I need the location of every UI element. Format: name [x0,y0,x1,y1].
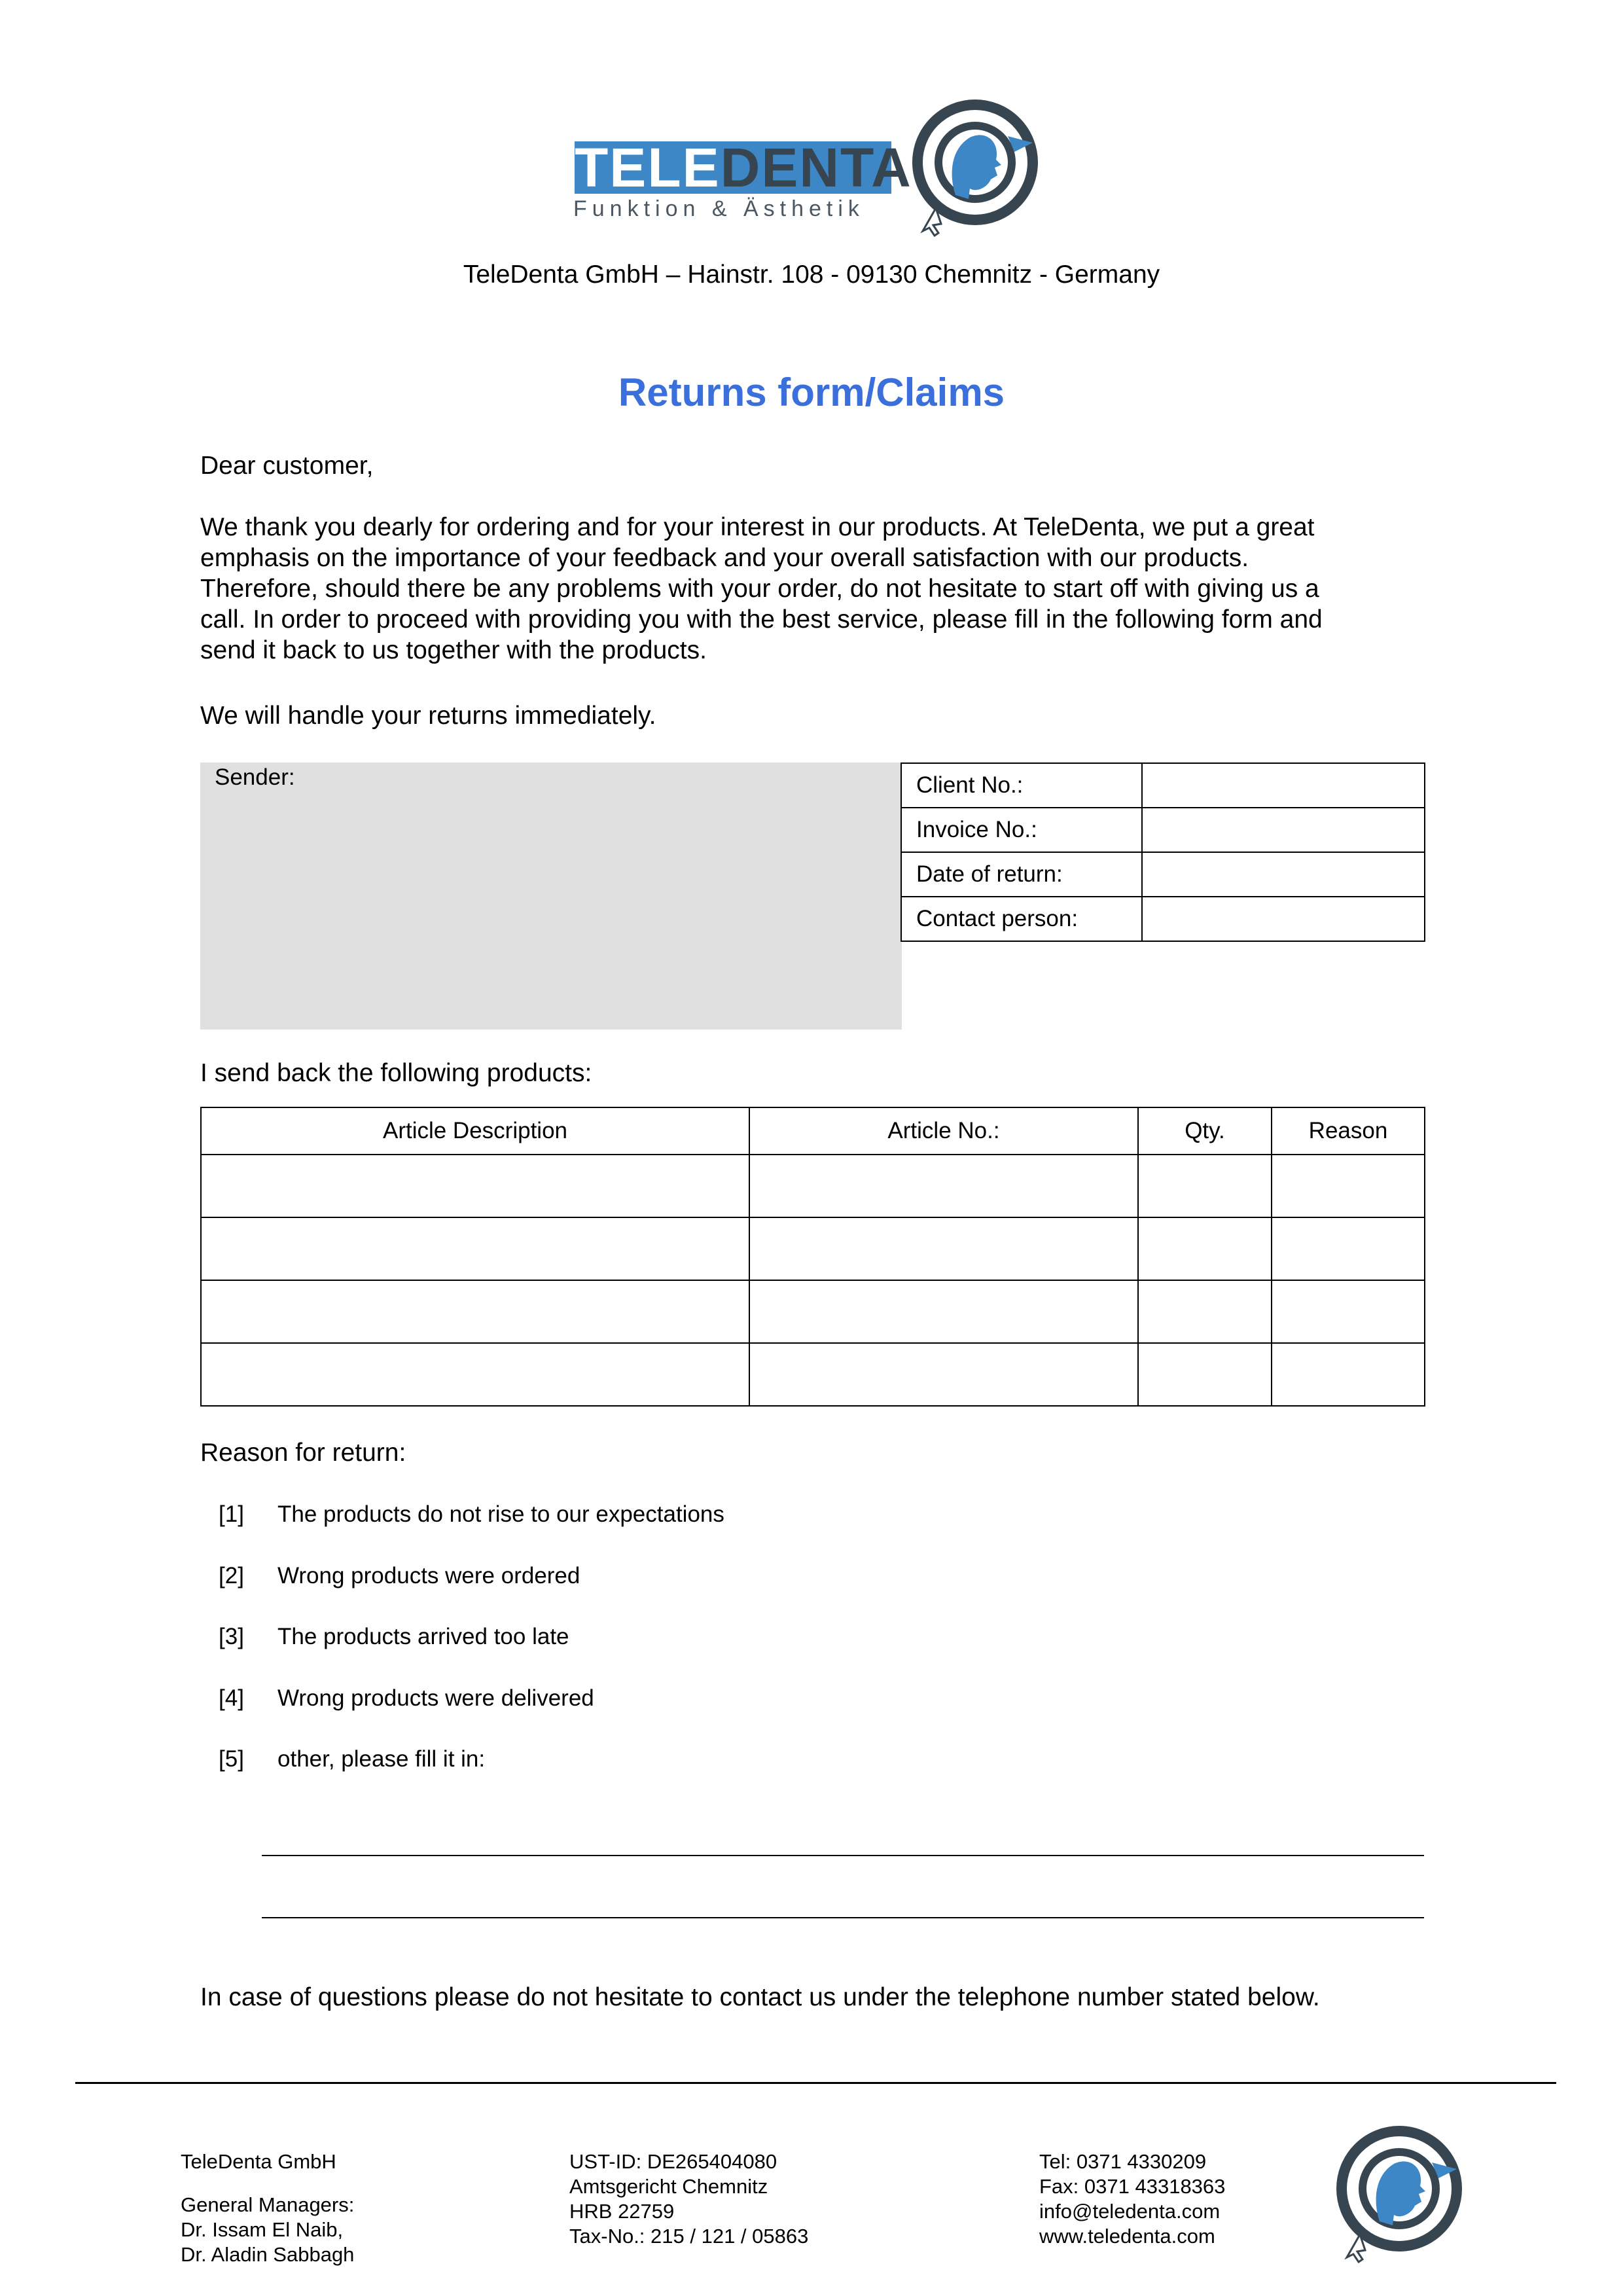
footer-gm-label: General Managers: [181,2193,355,2216]
footer-logo-icon [1334,2123,1465,2263]
reason-item-2 [219,1563,580,1589]
invoice-no-field[interactable] [1142,808,1425,852]
reason-cell[interactable] [1272,1280,1425,1343]
footer-gm-name: Dr. Issam El Naib, [181,2218,344,2241]
reason-cell[interactable] [1272,1217,1425,1280]
description-cell[interactable] [201,1280,749,1343]
reason-number: [2] [219,1563,244,1588]
table-row [201,1343,1425,1406]
footer-tax: Tax-No.: 215 / 121 / 05863 [569,2225,809,2248]
footer-gm-name: Dr. Aladin Sabbagh [181,2243,355,2266]
closing-text: In case of questions please do not hesitate to contact us under the telephone number stated below. [200,1983,1320,2011]
reason-text: Wrong products were ordered [277,1563,580,1588]
reason-number: [4] [219,1685,244,1711]
qty-cell[interactable] [1138,1155,1272,1217]
article-no-cell[interactable] [749,1280,1138,1343]
footer-ust: UST-ID: DE265404080 [569,2150,777,2173]
reason-text: other, please fill it in: [277,1746,486,1772]
qty-cell[interactable] [1138,1280,1272,1343]
logo-tagline: Funktion & Ästhetik [573,196,865,221]
footer-divider [75,2082,1556,2084]
salutation: Dear customer, [200,452,374,480]
products-intro: I send back the following products: [200,1059,592,1087]
reason-text: The products arrived too late [277,1624,569,1649]
footer-registration-column [569,2149,808,2249]
reason-number: [5] [219,1746,244,1772]
other-reason-line[interactable] [262,1855,1424,1856]
article-no-cell[interactable] [749,1343,1138,1406]
logo-tele: TELE [575,137,721,198]
footer-web[interactable]: www.teledenta.com [1039,2225,1215,2248]
handle-statement: We will handle your returns immediately. [200,702,656,730]
reason-text: The products do not rise to our expectations [277,1501,724,1527]
qty-cell[interactable] [1138,1343,1272,1406]
footer-fax: Fax: 0371 43318363 [1039,2175,1226,2198]
qty-cell[interactable] [1138,1217,1272,1280]
other-reason-line[interactable] [262,1917,1424,1918]
article-no-cell[interactable] [749,1155,1138,1217]
intro-line: send it back to us together with the products. [200,636,707,664]
footer-contact-column [1039,2149,1225,2249]
footer-email[interactable]: info@teledenta.com [1039,2200,1221,2223]
table-row [201,1217,1425,1280]
client-no-label: Client No.: [901,763,1142,808]
reason-number: [1] [219,1501,244,1527]
client-info-table [901,762,1425,942]
reason-text: Wrong products were delivered [277,1685,594,1711]
contact-person-label: Contact person: [901,897,1142,941]
col-reason: Reason [1272,1107,1425,1155]
intro-line: emphasis on the importance of your feedback and your overall satisfaction with our products. [200,544,1249,572]
reason-item-5 [219,1746,485,1772]
logo-denta: DENTA [720,137,912,198]
table-header-row [201,1107,1425,1155]
col-article-no: Article No.: [749,1107,1138,1155]
intro-line: Therefore, should there be any problems with your order, do not hesitate to start off with giving us a [200,575,1319,603]
description-cell[interactable] [201,1343,749,1406]
description-cell[interactable] [201,1217,749,1280]
intro-paragraph [200,512,1444,666]
client-no-field[interactable] [1142,763,1425,808]
footer-tel: Tel: 0371 4330209 [1039,2150,1207,2173]
page-title: Returns form/Claims [618,370,1005,414]
sender-field[interactable] [200,762,902,1030]
intro-line: call. In order to proceed with providing you with the best service, please fill in the following form and [200,605,1323,634]
reason-item-4 [219,1685,594,1712]
reason-number: [3] [219,1624,244,1649]
reason-heading: Reason for return: [200,1439,406,1467]
article-no-cell[interactable] [749,1217,1138,1280]
footer-company-column [181,2149,354,2267]
company-address: TeleDenta GmbH – Hainstr. 108 - 09130 Chemnitz - Germany [463,260,1160,289]
footer-court: Amtsgericht Chemnitz [569,2175,768,2198]
table-row [201,1155,1425,1217]
reason-item-3 [219,1624,569,1650]
reason-item-1 [219,1501,724,1528]
reason-cell[interactable] [1272,1155,1425,1217]
intro-line: We thank you dearly for ordering and for your interest in our products. At TeleDenta, we put a great [200,513,1315,541]
date-of-return-field[interactable] [1142,852,1425,897]
description-cell[interactable] [201,1155,749,1217]
table-row [201,1280,1425,1343]
sender-label: Sender: [215,764,295,790]
col-article-description: Article Description [201,1107,749,1155]
contact-person-field[interactable] [1142,897,1425,941]
reason-cell[interactable] [1272,1343,1425,1406]
invoice-no-label: Invoice No.: [901,808,1142,852]
logo-at-icon [910,97,1041,237]
date-of-return-label: Date of return: [901,852,1142,897]
products-table [200,1107,1425,1407]
footer-company: TeleDenta GmbH [181,2150,336,2173]
logo-wordmark [575,131,912,204]
col-qty: Qty. [1138,1107,1272,1155]
footer-hrb: HRB 22759 [569,2200,675,2223]
